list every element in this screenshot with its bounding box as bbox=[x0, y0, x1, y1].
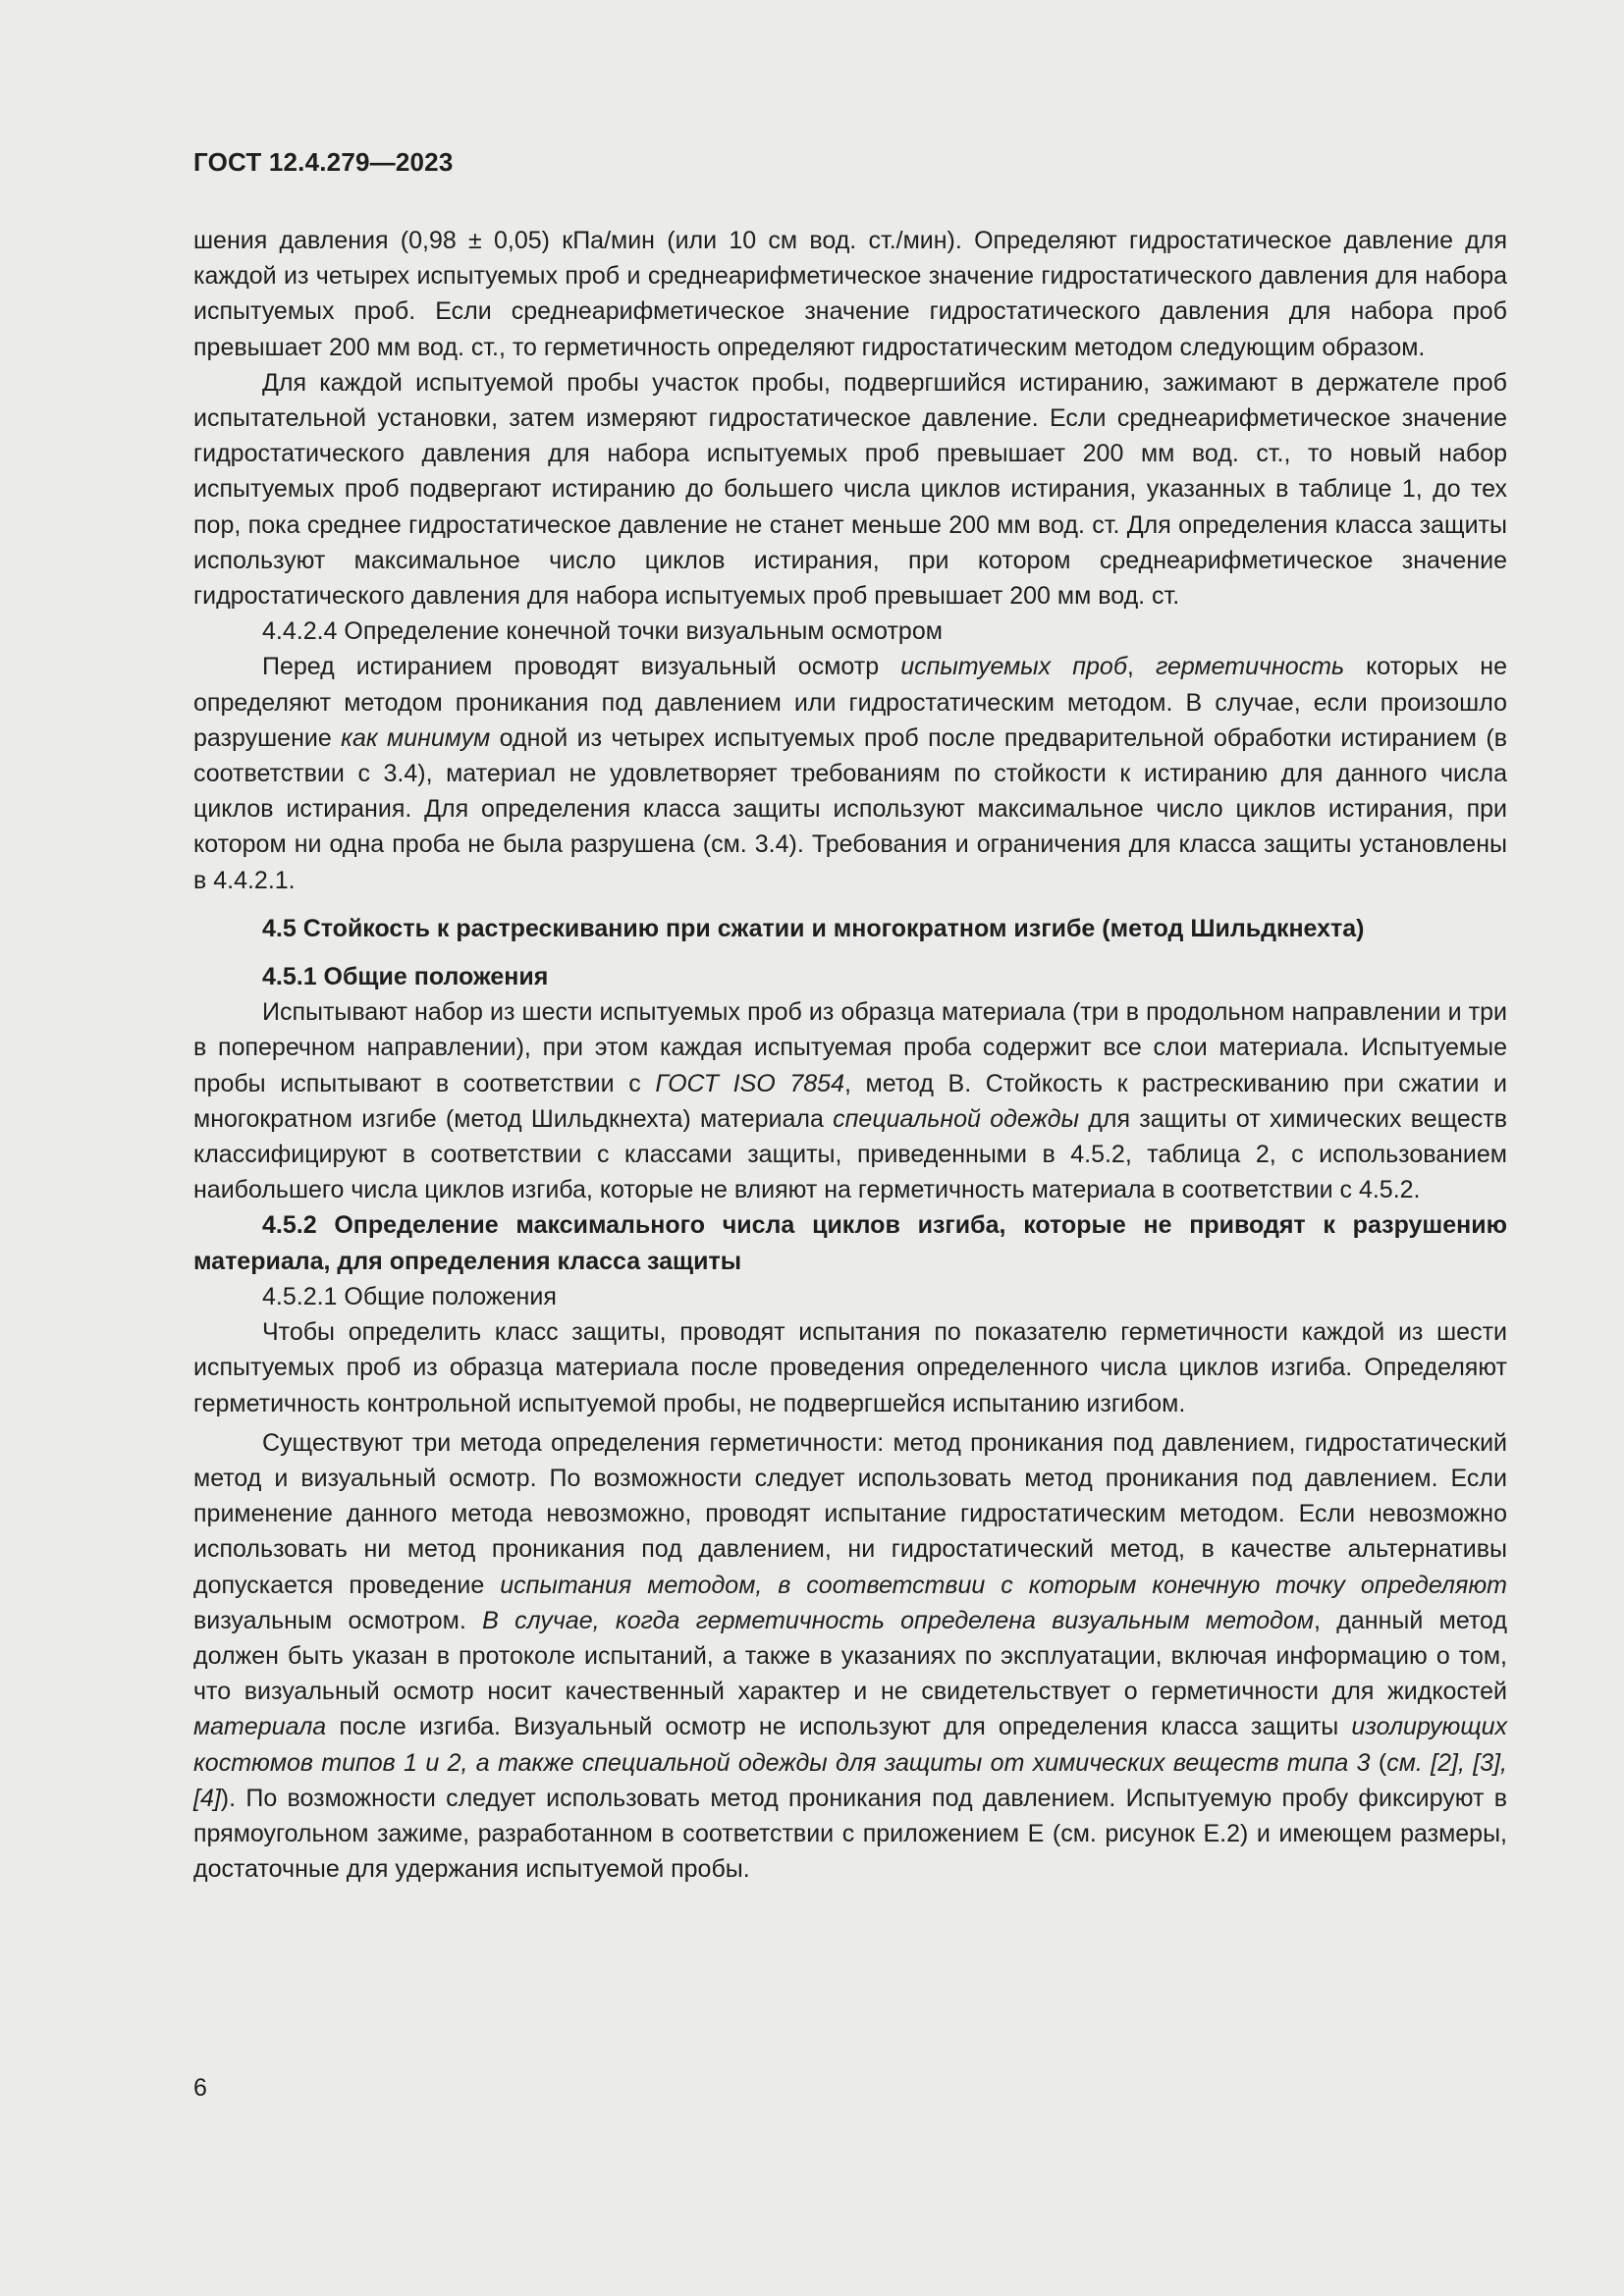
document-body bbox=[193, 223, 1507, 1887]
italic-run: как минимум bbox=[341, 723, 491, 752]
page-number: 6 bbox=[193, 2074, 207, 2102]
paragraph-protection-class: Чтобы определить класс защиты, проводят испытания по показателю герметичности каждой из шести испытуемых проб из образца материала после проведения определенного числа циклов изгиба. Определяют герметичность контрольной испытуемой пробы, не подвергшейся испытанию изгибом. bbox=[193, 1318, 1507, 1417]
section-4-5-heading: 4.5 Стойкость к растрескиванию при сжатии и многократном изгибе (метод Шильдкнехта) bbox=[262, 914, 1365, 942]
text-run: , метод В. Стойкость к растрескиванию при сжатии и многократном изгибе (метод Шильдкнехта) материала bbox=[193, 1069, 1507, 1133]
text-run: для защиты от химических веществ классифицируют в соответствии с классами защиты, приведенными в 4.5.2, таблица 2, с использованием наибольшего числа циклов изгиба, которые не влияют на герметичность материала в соответствии с 4.5.2. bbox=[193, 1104, 1508, 1204]
italic-run: испытания методом, в соответствии с которым конечную точку определяют bbox=[500, 1571, 1507, 1599]
text-run: визуальным осмотром. bbox=[193, 1606, 483, 1634]
section-4-5-2-heading: 4.5.2 Определение максимального числа циклов изгиба, которые не приводят к разрушению материала, для определения класса защиты bbox=[193, 1211, 1507, 1275]
paragraph-schildknecht-method bbox=[193, 994, 1507, 1207]
italic-run: испытуемых проб bbox=[900, 653, 1127, 681]
italic-run: специальной одежды bbox=[833, 1104, 1079, 1133]
section-4-5-1-heading: 4.5.1 Общие положения bbox=[262, 963, 549, 991]
document-header: ГОСТ 12.4.279—2023 bbox=[193, 147, 454, 177]
italic-run: ГОСТ ISO 7854 bbox=[655, 1069, 844, 1097]
text-run: после изгиба. Визуальный осмотр не используют для определения класса защиты bbox=[326, 1713, 1352, 1741]
text-run: , bbox=[1126, 653, 1156, 681]
text-run: Испытывают набор из шести испытуемых проб из образца материала (три в продольном направлении и три в поперечном направлении), при этом каждая испытуемая проба содержит все слои материала. Испытуемые пробы испытывают в соответствии с bbox=[193, 998, 1507, 1097]
text-run: Существуют три метода определения герметичности: метод проникания под давлением, гидростатический метод и визуальный осмотр. По возможности следует использовать метод проникания под давлением. Если применение данного метода невозможно, проводят испытание гидростатическим методом. Если невозможно использовать ни метод проникания под давлением, ни гидростатический метод, в качестве альтернативы допускается проведение bbox=[193, 1428, 1507, 1599]
text-run: которых не определяют методом проникания под давлением или гидростатическим методом. В случае, если произошло разрушение bbox=[193, 653, 1507, 752]
paragraph-pressure-rate: шения давления (0,98 ± 0,05) кПа/мин (или 10 см вод. ст./мин). Определяют гидростатическое давление для каждой из четырех испытуемых проб и среднеарифметическое значение гидростатического давления для набора испытуемых проб. Если среднеарифметическое значение гидростатического давления для набора проб превышает 200 мм вод. ст., то герметичность определяют гидростатическим методом следующим образом. bbox=[193, 227, 1507, 361]
text-run: одной из четырех испытуемых проб после предварительной обработки истиранием (в соответствии с 3.4), материал не удовлетворяет требованиям по стойкости к истиранию для данного числа циклов истирания. Для определения класса защиты используют максимальное число циклов истирания, при котором ни одна проба не была разрушена (см. 3.4). Требования и ограничения для класса защиты установлены в 4.4.2.1. bbox=[193, 723, 1507, 894]
italic-run: материала bbox=[193, 1713, 327, 1741]
clause-4-5-2-1-title: 4.5.2.1 Общие положения bbox=[262, 1282, 557, 1310]
text-run: ( bbox=[1370, 1748, 1387, 1777]
paragraph-hydrostatic-procedure: Для каждой испытуемой пробы участок пробы, подвергшийся истиранию, зажимают в держателе проб испытательной установки, затем измеряют гидростатическое давление. Если среднеарифметическое значение гидростатического давления для набора испытуемых проб превышает 200 мм вод. ст., то новый набор испытуемых проб подвергают истиранию до большего числа циклов истирания, указанных в таблице 1, до тех пор, пока среднее гидростатическое давление не станет меньше 200 мм вод. ст. Для определения класса защиты используют максимальное число циклов истирания, при котором среднеарифметическое значение гидростатического давления для набора испытуемых проб превышает 200 мм вод. ст. bbox=[193, 368, 1507, 611]
italic-run: изолирующих костюмов типов 1 и 2, а также специальной одежды для защиты от химических веществ типа 3 bbox=[193, 1713, 1507, 1777]
text-run: Перед истиранием проводят визуальный осмотр bbox=[262, 653, 901, 681]
clause-4-4-2-4-title: 4.4.2.4 Определение конечной точки визуальным осмотром bbox=[262, 617, 943, 646]
italic-run: В случае, когда герметичность определена визуальным методом bbox=[482, 1606, 1315, 1634]
paragraph-test-methods bbox=[193, 1425, 1507, 1888]
text-run: , данный метод должен быть указан в протоколе испытаний, а также в указаниях по эксплуатации, включая информацию о том, что визуальный осмотр носит качественный характер и не свидетельствует о герметичности для жидкостей bbox=[193, 1606, 1508, 1706]
italic-run: см. [2], [3], [4] bbox=[193, 1748, 1507, 1812]
italic-run: герметичность bbox=[1155, 653, 1345, 681]
text-run: ). По возможности следует использовать метод проникания под давлением. Испытуемую пробу фиксируют в прямоугольном зажиме, разработанном в соответствии с приложением Е (см. рисунок Е.2) и имеющем размеры, достаточные для удержания испытуемой пробы. bbox=[193, 1784, 1507, 1884]
paragraph-visual-inspection bbox=[193, 649, 1507, 897]
